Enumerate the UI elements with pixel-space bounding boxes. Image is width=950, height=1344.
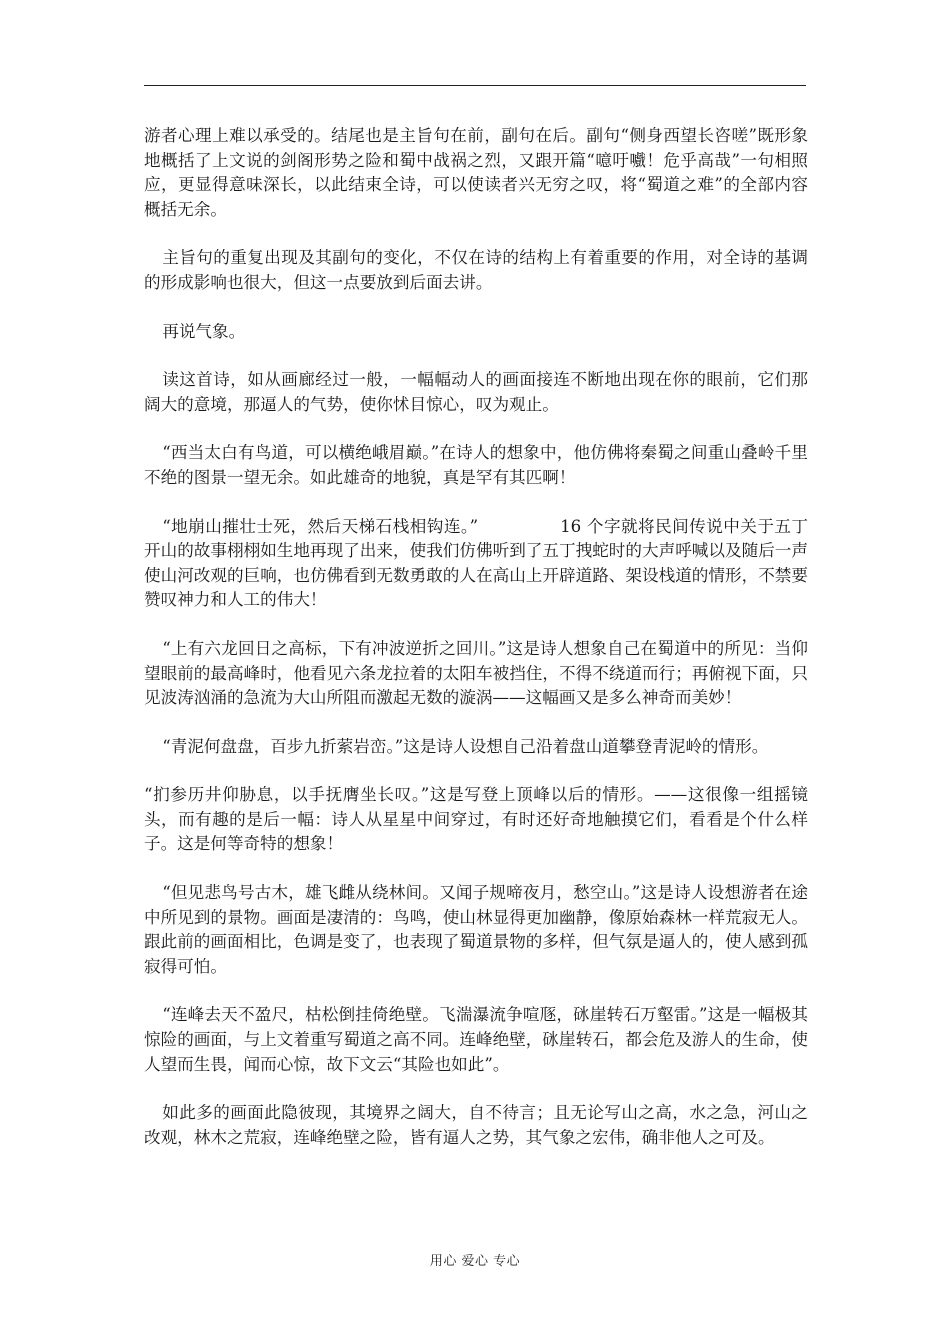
paragraph-8: “青泥何盘盘，百步九折萦岩峦。”这是诗人设想自己沿着盘山道攀登青泥岭的情形。 [162,736,769,756]
quote-lead: 16 个字就将民间传说中关于 [560,516,775,536]
paragraph-12: 如此多的画面此隐彼现，其境界之阔大，自不待言；且无论写山之高，水之急，河山之改观，林木之荒寂，连峰绝壁之险，皆有逼人之势，其气象之宏伟，确非他人之可及。 [144,1103,808,1147]
paragraph-3: 再说气象。 [162,321,246,341]
paragraph-10: “但见悲鸟号古木，雄飞雌从绕林间。又闻子规啼夜月，愁空山。”这是诗人设想游者在途中所见到的景物。画面是凄清的：鸟鸣，使山林显得更加幽静，像原始森林一样荒寂无人。跟此前的画面相比，色调是变了，也表现了蜀道景物的多样，但气氛是逼人的，使人感到孤寂得可怕。 [144,883,808,976]
quote-line: “地崩山摧壮士死，然后天梯石栈相钩连。” [162,516,479,536]
paragraph-6-body: 五丁开山的故事栩栩如生地再现了出来，使我们仿佛听到了五丁拽蛇时的大声呼喊以及随后一声使山河改观的巨响，也仿佛看到无数勇敢的人在高山上开辟道路、架设栈道的情形，不禁要赞叹神力和人工的伟大！ [144,516,809,610]
paragraph-6 [144,515,808,613]
paragraph-5: “西当太白有鸟道，可以横绝峨眉巅。”在诗人的想象中，他仿佛将秦蜀之间重山叠岭千里不绝的图景一望无余。如此雄奇的地貌，真是罕有其匹啊！ [144,443,808,487]
paragraph-2: 主旨句的重复出现及其副句的变化，不仅在诗的结构上有着重要的作用，对全诗的基调的形成影响也很大，但这一点要放到后面去讲。 [144,248,808,292]
page-footer: 用心 爱心 专心 [429,1254,521,1269]
paragraph-11: “连峰去天不盈尺，枯松倒挂倚绝壁。飞湍瀑流争喧豗，砯崖转石万壑雷。”这是一幅极其惊险的画面，与上文着重写蜀道之高不同。连峰绝壁，砯崖转石，都会危及游人的生命，使人望而生畏，闻而心惊，故下文云“其险也如此”。 [144,1005,808,1074]
paragraph-1: 游者心理上难以承受的。结尾也是主旨句在前，副句在后。副句“侧身西望长咨嗟”既形象地概括了上文说的剑阁形势之险和蜀中战祸之烈，又跟开篇“噫吁嚱！危乎高哉”一句相照应，更显得意味深长，以此结束全诗，可以使读者兴无穷之叹，将“蜀道之难”的全部内容概括无余。 [144,126,808,219]
paragraph-4: 读这首诗，如从画廊经过一般，一幅幅动人的画面接连不断地出现在你的眼前，它们那阔大的意境，那逼人的气势，使你怵目惊心，叹为观止。 [144,370,808,414]
paragraph-9: “扪参历井仰胁息，以手抚膺坐长叹。”这是写登上顶峰以后的情形。——这很像一组摇镜头，而有趣的是后一幅：诗人从星星中间穿过，有时还好奇地触摸它们，看看是个什么样子。这是何等奇特的想象！ [144,785,808,854]
paragraph-7: “上有六龙回日之高标，下有冲波逆折之回川。”这是诗人想象自己在蜀道中的所见：当仰望眼前的最高峰时，他看见六条龙拉着的太阳车被挡住，不得不绕道而行；再俯视下面，只见波涛汹涌的急流为大山所阻而激起无数的漩涡——这幅画又是多么神奇而美妙！ [144,638,808,708]
document-body [144,124,808,1174]
header-rule [144,85,806,86]
